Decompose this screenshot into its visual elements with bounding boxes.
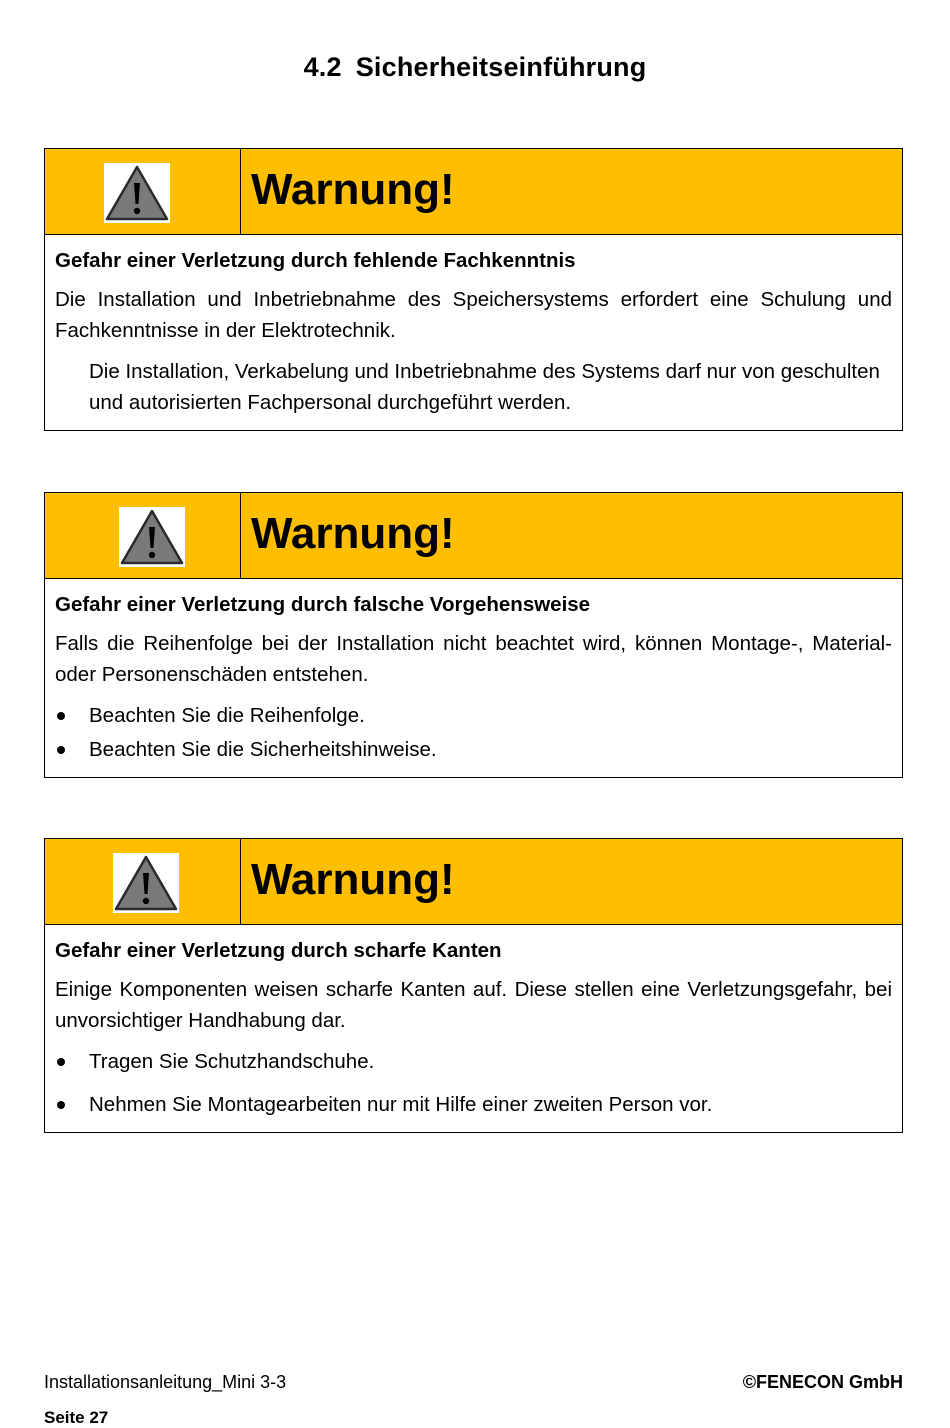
footer-page-number: Seite 27	[44, 1408, 109, 1427]
warning-title: Warnung!	[251, 509, 455, 558]
bullet-icon	[57, 1101, 65, 1109]
footer-copyright: ©FENECON GmbH	[742, 1372, 903, 1392]
list-item	[55, 700, 892, 731]
warning-header	[45, 839, 902, 925]
warning-triangle-icon	[104, 163, 170, 223]
warning-header	[45, 493, 902, 579]
warning-title: Warnung!	[251, 165, 455, 214]
bullet-text: Nehmen Sie Montagearbeiten nur mit Hilfe einer zweiten Person vor.	[89, 1093, 713, 1116]
warning-icon-cell	[45, 839, 241, 924]
bullet-icon	[57, 1058, 65, 1066]
warning-triangle-icon	[119, 507, 185, 567]
warning-box-2	[44, 492, 903, 778]
footer-document-name: Installationsanleitung_Mini 3-3	[44, 1372, 287, 1392]
bullet-icon	[57, 712, 65, 720]
section-title: Sicherheitseinführung	[355, 52, 647, 82]
warning-body	[45, 579, 902, 777]
warning-header	[45, 149, 902, 235]
warning-paragraph: Einige Komponenten weisen scharfe Kanten auf. Diese stellen eine Verletzungsgefahr, bei unvorsichtiger Handhabung dar.	[55, 978, 892, 1032]
list-item	[55, 734, 892, 765]
warning-note: Die Installation, Verkabelung und Inbetriebnahme des Systems darf nur von geschulten und autorisierten Fachpersonal durchgeführt werden.	[89, 360, 880, 414]
warning-title: Warnung!	[251, 855, 455, 904]
warning-bullet-list	[55, 700, 892, 765]
warning-paragraph: Falls die Reihenfolge bei der Installation nicht beachtet wird, können Montage-, Material- oder Personenschäden entstehen.	[55, 632, 892, 686]
list-item	[55, 1089, 892, 1120]
warning-subtitle: Gefahr einer Verletzung durch scharfe Kanten	[55, 939, 502, 962]
warning-icon-cell	[45, 149, 241, 234]
bullet-icon	[57, 746, 65, 754]
warning-body	[45, 925, 902, 1132]
section-number: 4.2	[303, 52, 342, 82]
warning-box-1	[44, 148, 903, 431]
bullet-text: Beachten Sie die Reihenfolge.	[89, 704, 365, 727]
list-item	[55, 1046, 892, 1077]
warning-icon-cell	[45, 493, 241, 578]
warning-body	[45, 235, 902, 430]
section-heading	[0, 52, 950, 83]
warning-paragraph: Die Installation und Inbetriebnahme des Speichersystems erfordert eine Schulung und Fachkenntnisse in der Elektrotechnik.	[55, 288, 892, 342]
warning-bullet-list	[55, 1046, 892, 1120]
bullet-text: Beachten Sie die Sicherheitshinweise.	[89, 738, 437, 761]
bullet-text: Tragen Sie Schutzhandschuhe.	[89, 1050, 375, 1073]
warning-subtitle: Gefahr einer Verletzung durch fehlende Fachkenntnis	[55, 249, 576, 272]
warning-box-3	[44, 838, 903, 1133]
warning-subtitle: Gefahr einer Verletzung durch falsche Vorgehensweise	[55, 593, 591, 616]
warning-triangle-icon	[113, 853, 179, 913]
